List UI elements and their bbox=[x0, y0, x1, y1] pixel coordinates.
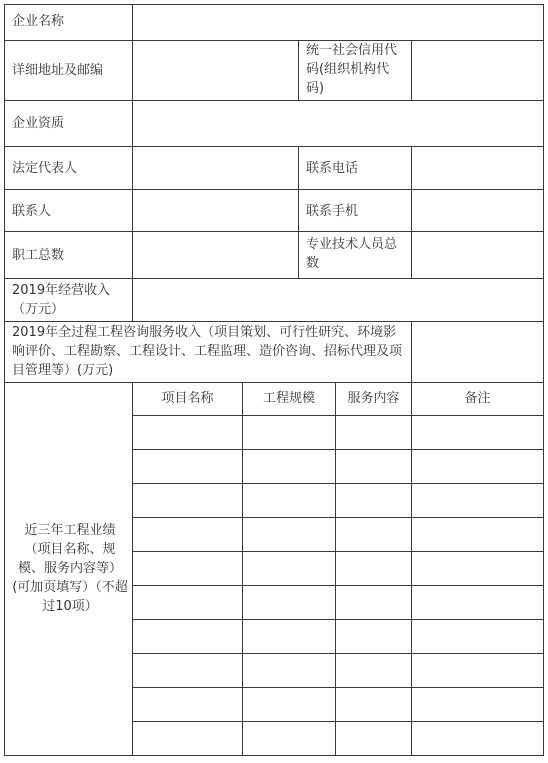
row-line bbox=[4, 189, 544, 190]
col-line bbox=[298, 146, 299, 278]
row-line bbox=[132, 449, 544, 450]
revenue-2019-label: 2019年经营收入（万元） bbox=[12, 283, 111, 317]
address-postcode-label: 详细地址及邮编 bbox=[12, 63, 104, 78]
staff-total-label: 职工总数 bbox=[12, 248, 65, 263]
col-line bbox=[4, 4, 5, 756]
col-line bbox=[298, 40, 299, 100]
col-line bbox=[335, 382, 336, 756]
col-line bbox=[411, 40, 412, 100]
row-line bbox=[132, 687, 544, 688]
contact-label: 联系人 bbox=[12, 204, 52, 219]
legal-representative-label: 法定代表人 bbox=[12, 161, 78, 176]
row-line bbox=[4, 382, 544, 383]
header-service-content: 服务内容 bbox=[347, 391, 400, 406]
qualification-label: 企业资质 bbox=[12, 116, 65, 131]
row-line bbox=[4, 278, 544, 279]
consulting-revenue-2019-label: 2019年全过程工程咨询服务收入（项目策划、可行性研究、环境影响评价、工程勘察、工程设计、工程监理、造价咨询、招标代理及项目管理等）(万元) bbox=[12, 325, 403, 378]
row-line bbox=[4, 231, 544, 232]
row-line bbox=[4, 321, 544, 322]
row-line bbox=[132, 585, 544, 586]
header-remarks: 备注 bbox=[464, 391, 491, 406]
row-line bbox=[132, 721, 544, 722]
row-line bbox=[4, 146, 544, 147]
col-line bbox=[411, 146, 412, 278]
row-line bbox=[4, 4, 544, 5]
row-line bbox=[132, 551, 544, 552]
company-name-label: 企业名称 bbox=[12, 14, 65, 29]
row-line bbox=[132, 517, 544, 518]
phone-label: 联系电话 bbox=[306, 161, 359, 176]
row-line bbox=[132, 483, 544, 484]
header-project-name: 项目名称 bbox=[161, 391, 214, 406]
row-line bbox=[132, 619, 544, 620]
col-line bbox=[411, 321, 412, 382]
col-line bbox=[132, 4, 133, 321]
col-line bbox=[242, 382, 243, 756]
credit-code-label: 统一社会信用代码(组织机构代码) bbox=[306, 43, 398, 96]
row-line bbox=[4, 755, 544, 756]
row-line bbox=[132, 653, 544, 654]
row-line bbox=[4, 40, 544, 41]
row-line bbox=[132, 415, 544, 416]
col-line bbox=[132, 382, 133, 756]
performance-label: 近三年工程业绩（项目名称、规模、服务内容等）(可加页填写）（不超过10项） bbox=[12, 523, 128, 614]
header-project-scale: 工程规模 bbox=[262, 391, 315, 406]
col-line bbox=[543, 4, 544, 756]
col-line bbox=[411, 382, 412, 756]
tech-staff-total-label: 专业技术人员总数 bbox=[306, 237, 398, 271]
mobile-label: 联系手机 bbox=[306, 204, 359, 219]
row-line bbox=[4, 100, 544, 101]
